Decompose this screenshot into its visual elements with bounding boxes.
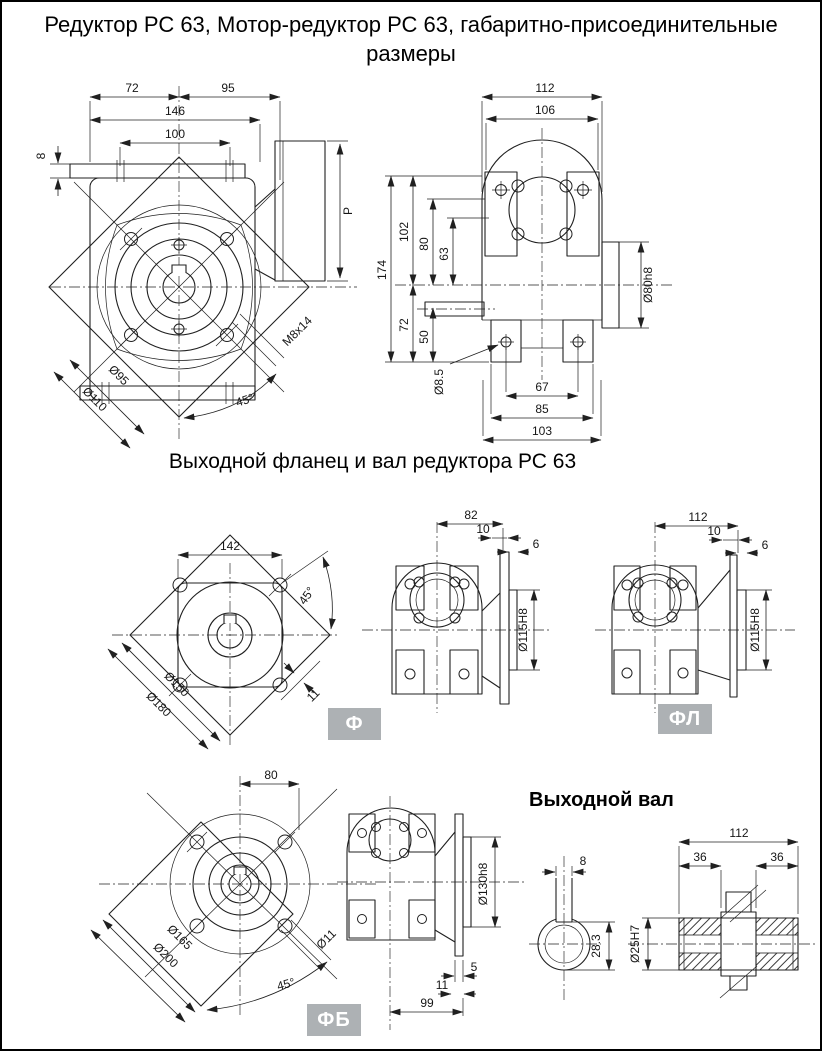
flange-variant-badge-fl: ФЛ [658,704,712,734]
dim-label-11-fb: 11 [435,978,449,992]
dim-label-thread: M8x14 [279,313,315,349]
dim-label-d95: Ø95 [105,362,132,389]
side-view-dimensions [375,81,655,440]
dim-label-99: 99 [420,996,434,1010]
dim-label-80-side: 80 [417,237,431,251]
dim-label-106: 106 [534,103,556,117]
shaft-section-view [618,822,822,1017]
flange-front-view [70,495,340,757]
dim-label-45deg-flange: 45° [295,584,318,608]
front-view-centerlines [50,86,357,442]
dim-label-6-f: 6 [532,537,540,551]
dim-label-d11: Ø11 [313,926,339,952]
dim-label-95: 95 [221,81,235,95]
dim-label-d130h8: Ø130h8 [476,862,490,906]
dim-label-d165: Ø165 [164,921,196,953]
dim-label-8: 8 [34,152,48,160]
shaft-section-body [679,885,798,998]
reducer-front-view [32,82,377,454]
dim-label-d85: Ø8.5 [432,368,446,396]
shaft-end-centerlines [529,856,601,1000]
dim-label-36b: 36 [770,850,784,864]
dim-label-102: 102 [397,221,411,243]
flange-variant-badge-fb: ФБ [307,1004,361,1036]
dim-label-5-fb: 5 [470,960,478,974]
dim-label-103: 103 [531,424,553,438]
dim-label-keyw-8: 8 [579,854,587,868]
dim-label-6-fl: 6 [761,538,769,552]
flange-variant-badge-f: Ф [328,708,381,740]
dim-label-d110: Ø110 [79,384,110,415]
dim-label-45deg-fb: 45° [275,975,297,994]
dim-label-112-side: 112 [535,81,555,95]
dim-label-d115h8-f: Ø115H8 [516,608,530,652]
dim-label-10-f: 10 [476,522,490,536]
dim-label-d115h8-fl: Ø115H8 [748,608,762,652]
motor-flange [255,141,325,281]
fb-front-body [109,814,331,1006]
dim-label-45deg-front: 45° [233,390,256,410]
dim-label-72: 72 [125,81,139,95]
dim-label-36a: 36 [693,850,707,864]
dim-label-146: 146 [164,104,186,118]
fb-side-centerlines [337,796,525,1030]
dim-label-10-fl: 10 [707,524,721,538]
fb-side-dimensions [390,837,501,1016]
flange-fl-body [612,555,746,697]
flange-f-dimensions [437,508,540,670]
page-title-line2: размеры [366,41,456,66]
dim-label-d80h8: Ø80h8 [641,266,655,304]
dim-label-112-shaft: 112 [729,826,749,840]
page-title [2,10,820,68]
dim-label-67: 67 [535,380,549,394]
dim-label-11-flange: 11 [303,685,323,705]
dim-label-80-fb: 80 [264,768,278,782]
reducer-side-view [377,80,682,465]
dim-label-112-fl: 112 [688,510,708,524]
flange-section-title: Выходной фланец и вал редуктора РС 63 [168,450,577,473]
flange-f-body [392,552,517,704]
dim-label-d180: Ø180 [143,688,175,720]
dim-label-174: 174 [375,259,389,281]
shaft-section-dimensions [628,826,798,970]
dim-label-82: 82 [464,508,478,522]
dim-label-50: 50 [417,330,431,344]
dim-label-d25h7: Ø25H7 [628,924,642,964]
front-view-dimensions [34,81,355,448]
flange-f-side-view [350,508,565,750]
shaft-end-dimensions [542,854,615,970]
page-title-line1: Редуктор РС 63, Мотор-редуктор РС 63, габаритно-присоединительные [44,12,778,37]
shaft-section-title: Выходной вал [529,789,674,811]
dim-label-d150: Ø150 [161,668,193,700]
flange-fb-side-view [335,790,530,1040]
dim-label-d200: Ø200 [150,939,182,971]
dim-label-142: 142 [219,539,241,553]
dim-label-100: 100 [164,127,186,141]
dim-label-283: 28.3 [589,934,603,958]
dim-label-72-side: 72 [397,318,411,332]
dim-label-P: P [341,206,355,216]
dim-label-85: 85 [535,402,549,416]
dim-label-63: 63 [437,247,451,261]
side-view-body [425,140,619,362]
